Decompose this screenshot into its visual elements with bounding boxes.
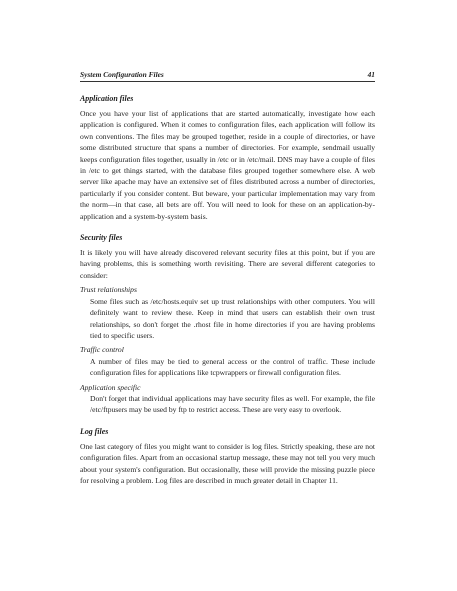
list-item-term: Trust relationships xyxy=(80,285,137,295)
section-security-files xyxy=(80,232,375,416)
list-item-text: Some files such as /etc/hosts.equiv set up trust relationships with other computers. You will definitely want to review these. Keep in mind that users can establish their own trust relationships, so don't forget the .rhost file in home directories if you are having problems tied to specific users. xyxy=(90,296,375,340)
list-item-text: A number of files may be tied to general access or the control of traffic. These include configuration files for applications like tcpwrappers or firewall configuration files. xyxy=(90,356,375,378)
section-heading: Application files xyxy=(80,94,134,103)
section-heading: Log files xyxy=(80,426,109,436)
paragraph: Once you have your list of applications that are started automatically, investigate how each application is configured. When it comes to configuration files, each application will follow its own conventions. The files may be grouped together, reside in a couple of directories, or have some distributed structure that spans a number of directories. For example, sendmail usually keeps configuration files together, usually in /etc or in /etc/mail. DNS may have a couple of files in /etc to get things started, with the database files grouped together somewhere else. A web server like apache may have an extensive set of files distributed across a number of directories, particularly if you consider content. But beware, your particular implementation may vary from the norm—in that case, all bets are off. You will need to look for these on an application-by-application and a system-by-system basis. xyxy=(80,109,375,221)
paragraph: It is likely you will have already discovered relevant security files at this point, but if you are having problems, this is something worth revisiting. There are several different categories to consider: xyxy=(80,248,375,280)
section-log-files xyxy=(80,426,375,487)
list-item-text: Don't forget that individual applications may have security files as well. For example, the file /etc/ftpusers may be used by ftp to restrict access. These are very easy to overlook. xyxy=(90,393,375,415)
header-rule xyxy=(80,81,375,82)
chapter-title: System Configuration Files xyxy=(80,70,164,79)
list-item-term: Traffic control xyxy=(80,345,124,355)
page-body xyxy=(80,93,375,486)
section-heading: Security files xyxy=(80,233,123,243)
paragraph: One last category of files you might want to consider is log files. Strictly speaking, these are not configuration files. Apart from an occasional startup message, these may not tell you very much about your system's configuration. But occasionally, these will provide the missing puzzle piece for resolving a problem. Log files are described in much greater detail in Chapter 11. xyxy=(80,441,375,485)
page-number: 41 xyxy=(367,70,375,79)
section-application-files xyxy=(80,93,375,222)
running-header xyxy=(80,70,375,79)
list-item-term: Application specific xyxy=(80,382,141,392)
